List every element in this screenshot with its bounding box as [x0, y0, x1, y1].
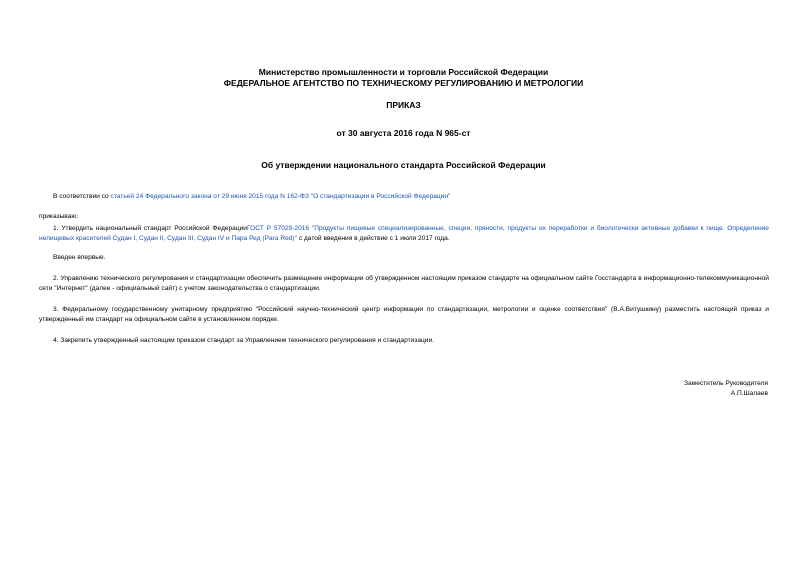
- signatory-position: Заместитель Руководителя: [684, 380, 768, 387]
- item-1-text: 1. Утвердить национальный стандарт Российской Федерации: [53, 225, 247, 232]
- item-3-paragraph: 3. Федеральному государственному унитарному предприятию "Российский научно-технический центр информации по стандартизации, метрологии и оценке соответствия" (В.А.Витушкину) разместить настоящий приказ и утвержденный им стандарт на официальном сайте в установленном порядке.: [39, 306, 769, 323]
- item-4-paragraph: 4. Закрепить утвержденный настоящим приказом стандарт за Управлением технического регулирования и стандартизации.: [53, 337, 434, 344]
- ministry-title: Министерство промышленности и торговли Российской Федерации: [258, 67, 549, 77]
- order-date-number: от 30 августа 2016 года N 965-ст: [336, 128, 471, 138]
- federal-law-link[interactable]: статьей 24 Федерального закона от 29 июня 2015 года N 162-ФЗ "О стандартизации в Российской Федерации": [110, 193, 451, 200]
- introduced-note: Введен впервые.: [53, 254, 106, 261]
- agency-title: ФЕДЕРАЛЬНОЕ АГЕНТСТВО ПО ТЕХНИЧЕСКОМУ РЕГУЛИРОВАНИЮ И МЕТРОЛОГИИ: [223, 78, 584, 88]
- item-1-effective-date: с датой введения в действие с 1 июля 2017 года.: [296, 235, 450, 242]
- document-type: ПРИКАЗ: [386, 100, 421, 110]
- gost-standard-link[interactable]: ГОСТ Р 57029-2016 "Продукты пищевые специализированные, специи, пряности, продукты их переработки и биологически активные добавки к пище. Определение нелищевых красителей Судан I, Судан II, Судан III, Судан IV и Пара Ред (Para Red)": [39, 225, 769, 242]
- preamble-paragraph: [39, 192, 769, 202]
- item-1-paragraph: [39, 224, 769, 244]
- signatory-name: А.П.Шалаев: [730, 390, 768, 397]
- preamble-text: В соответствии со: [53, 193, 111, 200]
- order-word: приказываю:: [39, 213, 79, 220]
- order-subject: Об утверждении национального стандарта Российской Федерации: [261, 160, 546, 170]
- item-2-paragraph: 2. Управлению технического регулирования и стандартизации обеспечить размещение информации об утвержденном настоящим приказом стандарте на официальном сайте Госстандарта в информационно-телекоммуникационной сети "Интернет" (далее - официальный сайт) с учетом законодательства о стандартизации.: [39, 275, 769, 292]
